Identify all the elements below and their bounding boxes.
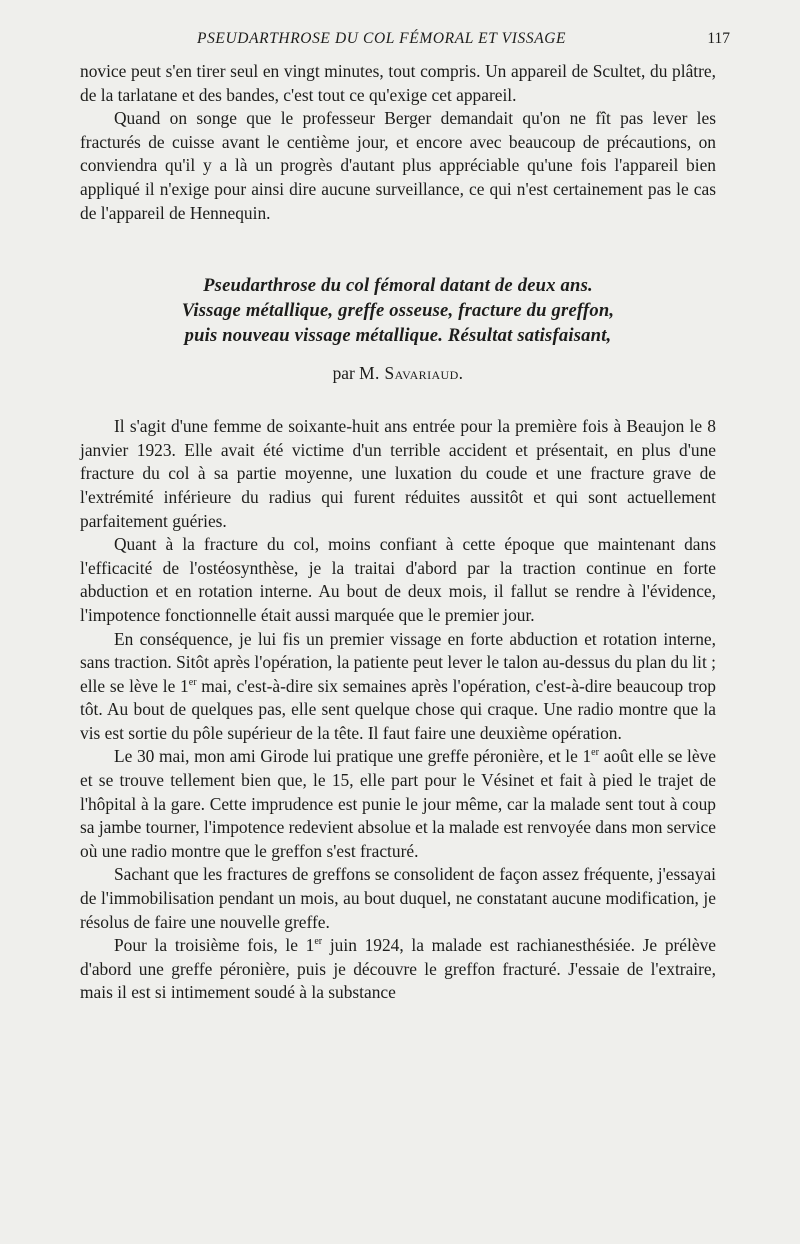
body-paragraph-3-part-b: mai, c'est-à-dire six semaines après l'opération, c'est-à-dire beaucoup trop tôt. Au bout de quelques pas, elle sent quelque chose qui craque. Une radio montre que la vis est sortie du pôle supérieur de la tête. Il faut faire une deuxième opération. xyxy=(80,675,716,743)
article-body xyxy=(80,415,716,1005)
body-paragraph-5: Sachant que les fractures de greffons se consolident de façon assez fréquente, j'essayai de l'immobilisation pendant un mois, au bout duquel, ne constatant aucune modification, je résolus de faire une nouvelle greffe. xyxy=(80,864,716,932)
body-paragraph-6-part-a: Pour la troisième fois, le 1 xyxy=(114,935,315,956)
running-header xyxy=(80,26,730,52)
page-number: 117 xyxy=(707,30,730,47)
body-paragraph-4-part-a: Le 30 mai, mon ami Girode lui pratique une greffe péronière, et le 1 xyxy=(114,746,592,767)
article-author xyxy=(80,362,716,385)
body-paragraph-4 xyxy=(80,745,716,863)
article-title-line-2: Vissage métallique, greffe osseuse, fracture du greffon, xyxy=(181,300,615,322)
article-title xyxy=(80,273,716,348)
body-paragraph-3 xyxy=(80,628,716,746)
ordinal-superscript: er xyxy=(591,747,599,759)
intro-paragraph-1: novice peut s'en tirer seul en vingt minutes, tout compris. Un appareil de Scultet, du plâtre, de la tarlatane et des bandes, c'est tout ce qu'exige cet appareil. xyxy=(80,61,716,105)
ordinal-superscript: er xyxy=(188,676,197,688)
body-paragraph-2: Quant à la fracture du col, moins confiant à cette époque que maintenant dans l'efficacité de l'ostéosynthèse, je la traitai d'abord par la traction continue en forte abduction et en rotation interne. Au bout de deux mois, il fallut se rendre à l'évidence, l'impotence fonctionnelle était aussi marquée que le premier jour. xyxy=(80,534,716,625)
body-paragraph-3-part-a: En conséquence, je lui fis un premier vissage en forte abduction et rotation interne, sans traction. Sitôt après l'opération, la patiente peut lever le talon au-dessus du plan du lit ; elle se lève le 1 xyxy=(80,628,716,696)
body-paragraph-6-part-b: juin 1924, la malade est rachianesthésiée. Je prélève d'abord une greffe péronière, puis je découvre le greffon fracturé. J'essaie de l'extraire, mais il est si intimement soudé à la substance xyxy=(80,935,716,1003)
body-paragraph-4-part-b: août elle se lève et se trouve tellement bien que, le 15, elle part pour le Vésinet et fait à pied le trajet de l'hôpital à la gare. Cette imprudence est punie le jour même, car la malade sent tout à coup sa jambe tourner, l'impotence redevient absolue et la malade est renvoyée dans mon service où une radio montre que le greffon s'est fracturé. xyxy=(80,746,716,861)
body-paragraph-6 xyxy=(80,934,716,1005)
article-title-line-3: puis nouveau vissage métallique. Résultat satisfaisant, xyxy=(184,325,612,347)
intro-text xyxy=(80,60,716,225)
intro-paragraph-2: Quand on songe que le professeur Berger demandait qu'on ne fît pas lever les fracturés de cuisse avant le centième jour, et encore avec beaucoup de précautions, on conviendra qu'il y a là un progrès d'autant plus appréciable qu'une fois l'appareil bien appliqué il n'exige pour ainsi dire aucune surveillance, ce qui n'est certainement pas le cas de l'appareil de Hennequin. xyxy=(80,108,716,223)
article-title-line-1: Pseudarthrose du col fémoral datant de deux ans. xyxy=(203,275,593,297)
author-name: M. Savariaud. xyxy=(359,363,464,384)
ordinal-superscript: er xyxy=(314,936,323,948)
body-paragraph-1: Il s'agit d'une femme de soixante-huit ans entrée pour la première fois à Beaujon le 8 janvier 1923. Elle avait été victime d'un terrible accident et présentait, en plus d'une fracture du col à sa partie moyenne, une luxation du coude et une fracture grave de l'extrémité inférieure du radius qui furent réduites aussitôt et qui sont actuellement parfaitement guéries. xyxy=(80,416,716,531)
running-title: PSEUDARTHROSE DU COL FÉMORAL ET VISSAGE xyxy=(197,30,567,47)
author-prefix: par xyxy=(332,363,355,384)
